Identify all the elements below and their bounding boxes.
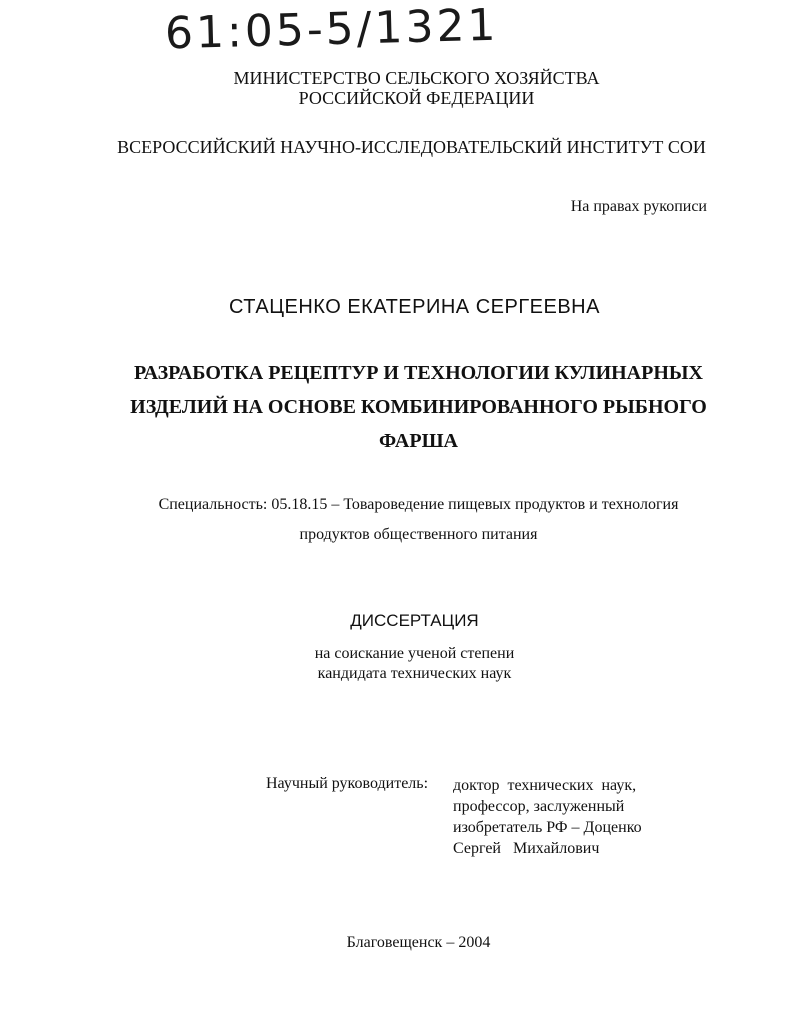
rights-note: На правах рукописи — [570, 198, 707, 215]
degree-block — [18, 644, 793, 684]
institute-name: ВСЕРОССИЙСКИЙ НАУЧНО-ИССЛЕДОВАТЕЛЬСКИЙ ИНСТИТУТ СОИ — [117, 137, 706, 157]
dissertation-title — [22, 356, 793, 458]
title-line-2: ИЗДЕЛИЙ НА ОСНОВЕ КОМБИНИРОВАННОГО РЫБНОГО — [130, 396, 707, 418]
advisor-label: Научный руководитель: — [266, 775, 429, 792]
degree-line-1: на соискание ученой степени — [314, 645, 515, 662]
advisor-details — [453, 775, 642, 859]
author-name: СТАЦЕНКО ЕКАТЕРИНА СЕРГЕЕВНА — [229, 296, 600, 318]
ministry-line-2: РОССИЙСКОЙ ФЕДЕРАЦИИ — [298, 88, 535, 108]
handwritten-archive-code: 61:05-5/1321 — [164, 0, 500, 60]
title-line-3: ФАРША — [379, 430, 458, 452]
advisor-line-2: профессор, заслуженный — [453, 798, 625, 815]
advisor-line-4: Сергей Михайлович — [453, 840, 600, 857]
specialty-line-2: продуктов общественного питания — [299, 526, 538, 543]
ministry-header — [20, 68, 793, 108]
title-line-1: РАЗРАБОТКА РЕЦЕПТУР И ТЕХНОЛОГИИ КУЛИНАРНЫХ — [134, 362, 703, 384]
specialty-block — [22, 490, 793, 550]
ministry-line-1: МИНИСТЕРСТВО СЕЛЬСКОГО ХОЗЯЙСТВА — [233, 68, 600, 88]
dissertation-heading: ДИССЕРТАЦИЯ — [350, 611, 479, 630]
advisor-line-1: доктор технических наук, — [453, 777, 637, 794]
advisor-line-3: изобретатель РФ – Доценко — [453, 819, 642, 836]
degree-line-2: кандидата технических наук — [317, 665, 512, 682]
city-year: Благовещенск – 2004 — [346, 934, 491, 951]
specialty-line-1: Специальность: 05.18.15 – Товароведение пищевых продуктов и технология — [158, 496, 679, 513]
